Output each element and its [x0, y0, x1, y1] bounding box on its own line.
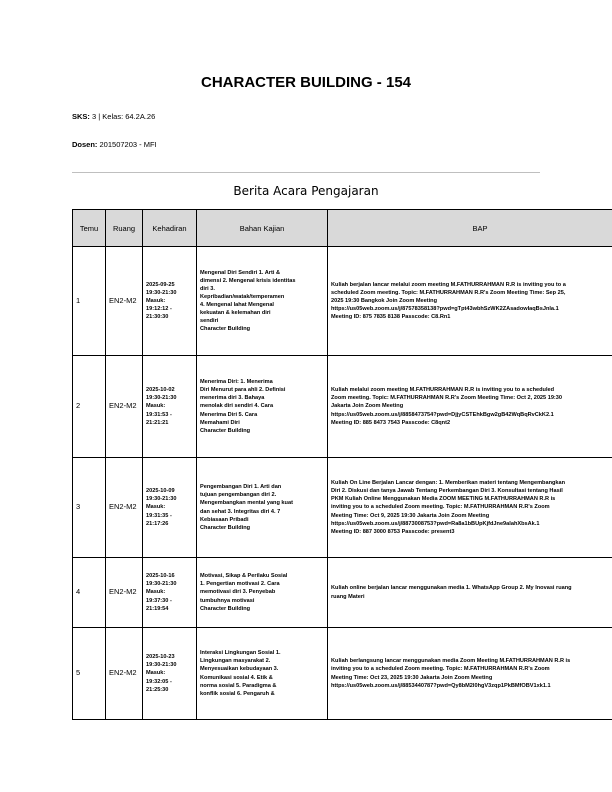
bahan-line: Motivasi, Sikap & Perilaku Sosial	[200, 573, 288, 580]
kehadiran-line: 21:25:30	[146, 686, 169, 693]
bahan-line: menerima diri 3. Bahaya	[200, 395, 265, 402]
bahan-line: menolak diri sendiri 4. Cara	[200, 403, 274, 410]
divider	[72, 172, 540, 173]
table-header-row	[73, 210, 612, 247]
cell-ruang: EN2-M2	[106, 628, 143, 720]
bahan-line: Character Building	[200, 605, 251, 612]
kehadiran-line: 19:32:05 -	[146, 678, 172, 685]
bahan-line: norma sosial 5. Paradigma &	[200, 682, 277, 689]
bap-line: 2025 19:30 Bangkok Join Zoom Meeting	[331, 297, 437, 304]
bahan-line: Character Building	[200, 326, 251, 333]
cell-kehadiran	[143, 247, 197, 356]
cell-kehadiran	[143, 458, 197, 558]
cell-bap	[328, 558, 612, 628]
table-row	[73, 247, 612, 356]
kehadiran-line: 2025-10-23	[146, 654, 175, 661]
cell-ruang: EN2-M2	[106, 356, 143, 458]
col-ruang: Ruang	[106, 210, 143, 247]
bahan-line: Kepribadian/watak/temperamen	[200, 293, 285, 300]
bahan-line: Character Building	[200, 427, 251, 434]
dosen-line	[72, 140, 157, 149]
bap-line: Kuliah On Line Berjalan Lancar dengan: 1. Memberikan materi tentang Mengembangkan	[331, 480, 566, 487]
kehadiran-line: 19:31:35 -	[146, 512, 172, 519]
bap-line: Jakarta Join Zoom Meeting	[331, 403, 404, 410]
bap-line: Kuliah online berjalan lancar menggunakan media 1. WhatsApp Group 2. My Inovasi ruang	[331, 585, 572, 592]
col-bap: BAP	[328, 210, 612, 247]
cell-bahan-kajian	[197, 628, 328, 720]
bahan-line: Diri Menurut para ahli 2. Definisi	[200, 387, 286, 394]
cell-ruang: EN2-M2	[106, 558, 143, 628]
bap-line: Kuliah berjalan lancar melalui zoom meeting M.FATHURRAHMAN R.R is inviting you to a	[331, 281, 566, 288]
cell-temu: 2	[73, 356, 106, 458]
col-kehadiran: Kehadiran	[143, 210, 197, 247]
bap-line: Kuliah melalui zoom meeting M.FATHURRAHMAN R.R is inviting you to a scheduled	[331, 387, 555, 394]
bahan-line: tumbuhnya motivasi	[200, 597, 255, 604]
table-row	[73, 628, 612, 720]
bahan-line: Interaksi Lingkungan Sosial 1.	[200, 650, 281, 657]
cell-temu: 5	[73, 628, 106, 720]
dosen-value: 201507203 - MFI	[99, 140, 157, 149]
kehadiran-line: 21:19:54	[146, 605, 169, 612]
cell-kehadiran	[143, 558, 197, 628]
bahan-line: diri 3.	[200, 285, 215, 292]
dosen-label: Dosen:	[72, 140, 98, 149]
bap-line: Kuliah berlangsung lancar menggunakan media Zoom Meeting M.FATHURRAHMAN R.R is	[331, 658, 571, 665]
bahan-line: Menerima Diri 5. Cara	[200, 411, 258, 418]
kehadiran-line: 19:30-21:30	[146, 581, 177, 588]
table-row	[73, 558, 612, 628]
bahan-line: Komunikasi sosial 4. Etik &	[200, 674, 273, 681]
bahan-line: tujuan pengembangan diri 2.	[200, 492, 277, 499]
cell-bahan-kajian	[197, 356, 328, 458]
bahan-line: Menyesuaikan kebudayaan 3.	[200, 666, 279, 673]
cell-bap	[328, 247, 612, 356]
kehadiran-line: Masuk:	[146, 403, 166, 410]
kehadiran-line: 19:31:53 -	[146, 411, 172, 418]
bap-line: Zoom meeting. Topic: M.FATHURRAHMAN R.R's Zoom Meeting Time: Oct 2, 2025 19:30	[331, 395, 563, 402]
sks-label: SKS:	[72, 112, 90, 121]
cell-temu: 1	[73, 247, 106, 356]
bap-line: https://us05web.zoom.us/j/87578358138?pwd=gTpt43wbhSzWK2ZAsadowIaqBsJnla.1	[331, 306, 559, 313]
kehadiran-line: 19:37:30 -	[146, 597, 172, 604]
cell-bahan-kajian	[197, 247, 328, 356]
kehadiran-line: Masuk:	[146, 670, 166, 677]
bap-line: Meeting Time: Oct 9, 2025 19:30 Jakarta Join Zoom Meeting	[331, 512, 490, 519]
cell-kehadiran	[143, 356, 197, 458]
cell-ruang: EN2-M2	[106, 247, 143, 356]
kehadiran-line: Masuk:	[146, 589, 166, 596]
cell-bahan-kajian	[197, 558, 328, 628]
bap-line: Meeting ID: 887 3000 8753 Passcode: present3	[331, 528, 455, 535]
bap-table	[72, 209, 612, 720]
table-row	[73, 356, 612, 458]
kehadiran-line: 19:30-21:30	[146, 289, 177, 296]
bap-line: Meeting ID: 885 8473 7543 Passcode: C8qnt2	[331, 419, 451, 426]
bap-line: inviting you to a scheduled Zoom meeting. Topic: M.FATHURRAHMAN R.R's Zoom	[331, 504, 550, 511]
sks-kelas-line	[72, 112, 155, 121]
cell-kehadiran	[143, 628, 197, 720]
page-title: CHARACTER BUILDING - 154	[200, 74, 411, 91]
bahan-line: Lingkungan masyarakat 2.	[200, 658, 271, 665]
kehadiran-line: Masuk:	[146, 297, 166, 304]
bahan-line: Menerima Diri: 1. Menerima	[200, 379, 273, 386]
kehadiran-line: 2025-10-09	[146, 488, 175, 495]
kehadiran-line: 2025-09-25	[146, 281, 175, 288]
bap-line: PKM Kuliah Online Menggunakan Media ZOOM MEETING M.FATHURRAHMAN R.R is	[331, 496, 556, 503]
bahan-line: Memahami Diri	[200, 419, 240, 426]
kehadiran-line: 19:30-21:30	[146, 496, 177, 503]
kehadiran-line: 19:30-21:30	[146, 662, 177, 669]
bap-line: https://us05web.zoom.us/j/8853440787?pwd=Qy8bM2l0hgV3zqp1PkBMfOBV1xk1.1	[331, 682, 551, 689]
bahan-line: dimensi 2. Mengenal krisis identitas	[200, 277, 296, 284]
kehadiran-line: 21:30:30	[146, 314, 169, 321]
cell-bap	[328, 356, 612, 458]
section-title: Berita Acara Pengajaran	[233, 184, 379, 198]
bap-line: Meeting Time: Oct 23, 2025 19:30 Jakarta Join Zoom Meeting	[331, 674, 493, 681]
kehadiran-line: 2025-10-16	[146, 573, 175, 580]
bap-line: inviting you to a scheduled Zoom meeting. Topic: M.FATHURRAHMAN R.R's Zoom	[331, 666, 550, 673]
bap-line: Meeting ID: 875 7835 8138 Passcode: C8.Rn1	[331, 314, 451, 321]
bahan-line: Character Building	[200, 524, 251, 531]
cell-ruang: EN2-M2	[106, 458, 143, 558]
sks-value: 3 | Kelas: 64.2A.26	[92, 112, 156, 121]
kehadiran-line: 21:17:26	[146, 520, 169, 527]
cell-temu: 3	[73, 458, 106, 558]
bap-line: ruang Materi	[331, 593, 365, 600]
bahan-line: 4. Mengenal lahat Mengenal	[200, 302, 274, 308]
kehadiran-line: 19:12:12 -	[146, 306, 172, 313]
table-row	[73, 458, 612, 558]
cell-bap	[328, 628, 612, 720]
cell-bap	[328, 458, 612, 558]
kehadiran-line: 19:30-21:30	[146, 395, 177, 402]
col-temu: Temu	[73, 210, 106, 247]
bap-line: https://us05web.zoom.us/j/8873008753?pwd=Ra8a1bBUpKjfdJne9aIahXbsAk.1	[331, 520, 540, 527]
cell-temu: 4	[73, 558, 106, 628]
cell-bahan-kajian	[197, 458, 328, 558]
kehadiran-line: 21:21:21	[146, 419, 169, 426]
bahan-line: Mengenal Diri Sendiri 1. Arti &	[200, 269, 280, 276]
bap-line: https://us05web.zoom.us/j/8858473754?pwd=DjjyCSTEhkBgw2gB42WqBqRvCkK2.1	[331, 411, 554, 418]
bap-line: scheduled Zoom meeting. Topic: M.FATHURRAHMAN R.R's Zoom Meeting Time: Sep 25,	[331, 289, 566, 296]
bahan-line: dan sehat 3. Integritas diri 4. 7	[200, 508, 281, 515]
kehadiran-line: 2025-10-02	[146, 387, 175, 394]
col-bahan-kajian: Bahan Kajian	[197, 210, 328, 247]
bahan-line: Kebiasaan Pribadi	[200, 516, 249, 523]
bahan-line: konflik sosial 6. Pengaruh &	[200, 690, 275, 697]
bahan-line: 1. Pengertian motivasi 2. Cara	[200, 581, 280, 588]
bahan-line: sendiri	[200, 318, 219, 325]
bahan-line: Mengembangkan mental yang kuat	[200, 500, 293, 507]
table-body	[73, 247, 612, 720]
bahan-line: kekuatan & kelemahan diri	[200, 310, 271, 317]
bahan-line: memotivasi diri 3. Penyebab	[200, 589, 276, 596]
bahan-line: Pengembangan Diri 1. Arti dan	[200, 484, 282, 491]
kehadiran-line: Masuk:	[146, 504, 166, 511]
bap-line: Diri 2. Diskusi dan tanya Jawab Tentang Perkembangan Diri 3. Konsultasi tentang Hasil	[331, 488, 563, 495]
